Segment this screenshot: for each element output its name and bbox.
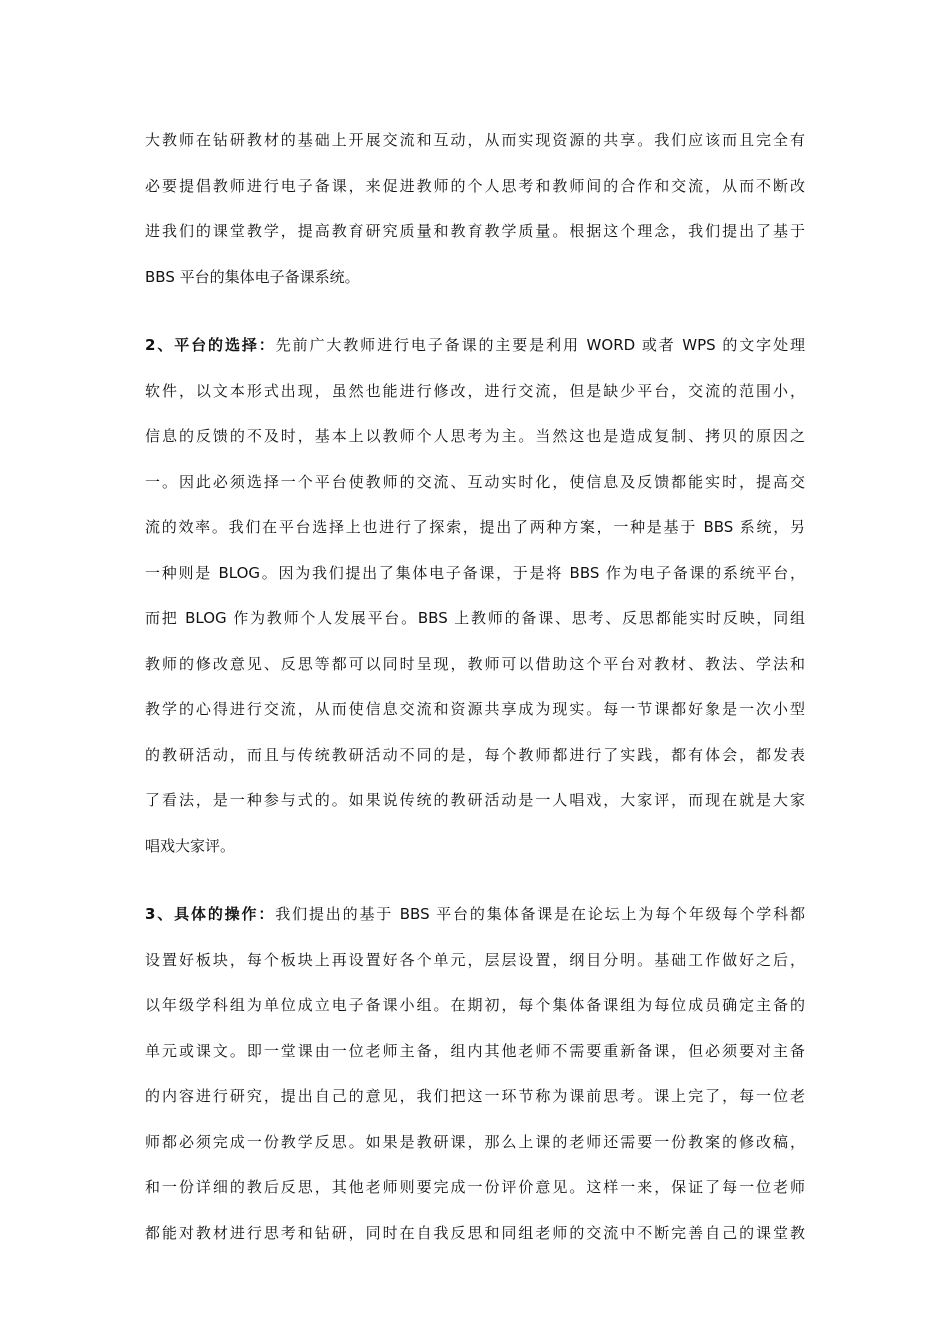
text-line: 了看法，是一种参与式的。如果说传统的教研活动是一人唱戏，大家评，而现在就是大家 [145,791,805,809]
text-line: 师都必须完成一份教学反思。如果是教研课，那么上课的老师还需要一份教案的修改稿， [145,1132,805,1151]
text-line: BBS 平台的集体电子备课系统。 [145,267,360,286]
section-heading: 2、平台的选择： [145,336,276,354]
paragraph-intro [145,118,805,300]
paragraph-specific-operation [145,892,805,1256]
text-line: 设置好板块，每个板块上再设置好各个单元，层层设置，纲目分明。基础工作做好之后， [145,950,805,969]
text-line: 以年级学科组为单位成立电子备课小组。在期初，每个集体备课组为每位成员确定主备的 [145,996,805,1014]
text-line: 大教师在钻研教材的基础上开展交流和互动，从而实现资源的共享。我们应该而且完全有 [145,131,805,149]
text-line: 唱戏大家评。 [145,836,236,855]
text-line: 的教研活动，而且与传统教研活动不同的是，每个教师都进行了实践，都有体会，都发表 [145,745,805,764]
text-line [145,892,805,938]
text-line: 和一份详细的教后反思，其他老师则要完成一份评价意见。这样一来，保证了每一位老师 [145,1178,805,1196]
text-line: 都能对教材进行思考和钻研，同时在自我反思和同组老师的交流中不断完善自己的课堂教 [145,1223,805,1242]
text-line: 教师的修改意见、反思等都可以同时呈现，教师可以借助这个平台对教材、教法、学法和 [145,654,805,673]
section-heading: 3、具体的操作： [145,905,276,923]
text-line: 教学的心得进行交流，从而使信息交流和资源共享成为现实。每一节课都好象是一次小型 [145,700,805,718]
text-line: 流的效率。我们在平台选择上也进行了探索，提出了两种方案，一种是基于 BBS 系统，另 [145,518,805,536]
text-line-body: 先前广大教师进行电子备课的主要是利用 WORD 或者 WPS 的文字处理 [275,336,805,354]
paragraph-platform-selection [145,323,805,869]
document-page [145,118,805,1256]
text-line: 的内容进行研究，提出自己的意见，我们把这一环节称为课前思考。课上完了，每一位老 [145,1087,805,1105]
text-line: 单元或课文。即一堂课由一位老师主备，组内其他老师不需要重新备课，但必须要对主备 [145,1041,805,1060]
text-line: 一种则是 BLOG。因为我们提出了集体电子备课，于是将 BBS 作为电子备课的系统平台， [145,563,805,582]
text-line-body: 我们提出的基于 BBS 平台的集体备课是在论坛上为每个年级每个学科都 [275,905,805,923]
text-line: 进我们的课堂教学，提高教育研究质量和教育教学质量。根据这个理念，我们提出了基于 [145,222,805,240]
text-line: 而把 BLOG 作为教师个人发展平台。BBS 上教师的备课、思考、反思都能实时反映，同组 [145,609,805,627]
text-line: 软件，以文本形式出现，虽然也能进行修改，进行交流，但是缺少平台，交流的范围小， [145,381,805,400]
text-line: 必要提倡教师进行电子备课，来促进教师的个人思考和教师间的合作和交流，从而不断改 [145,176,805,195]
text-line [145,323,805,369]
text-line: 一。因此必须选择一个平台使教师的交流、互动实时化，使信息及反馈都能实时，提高交 [145,472,805,491]
text-line: 信息的反馈的不及时，基本上以教师个人思考为主。当然这也是造成复制、拷贝的原因之 [145,427,805,445]
